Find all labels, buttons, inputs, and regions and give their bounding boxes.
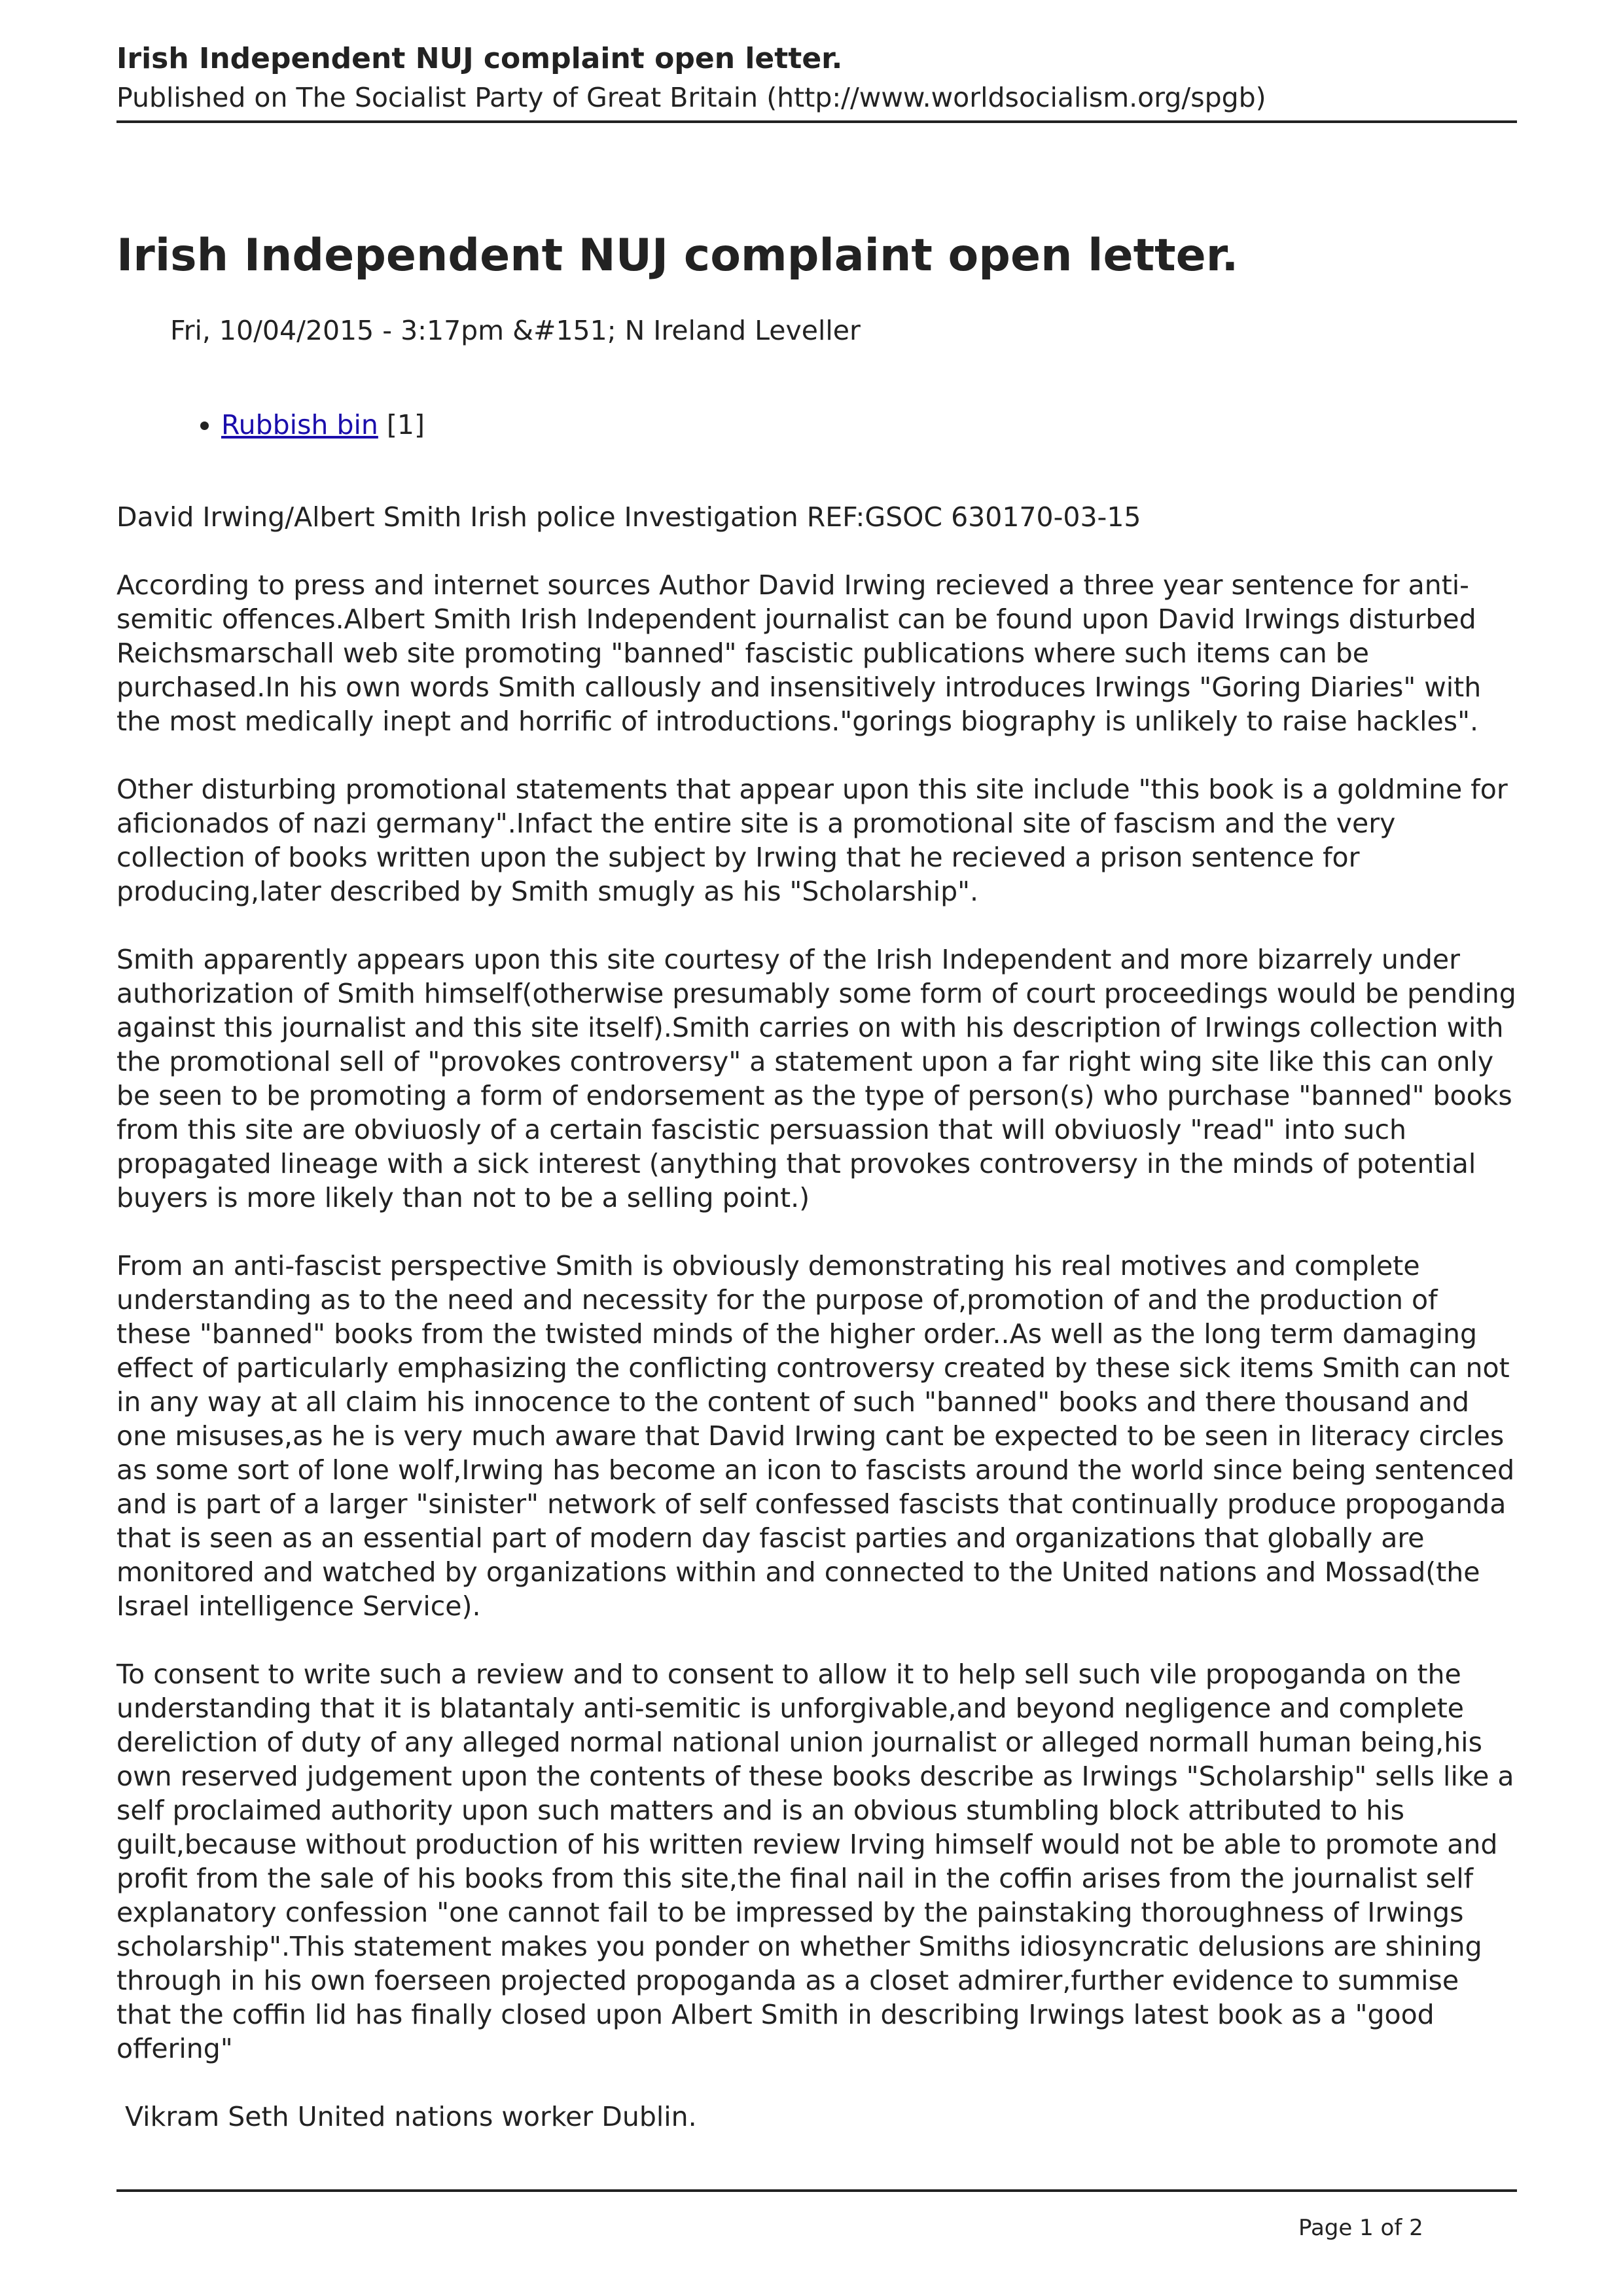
header-title: Irish Independent NUJ complaint open letter.	[116, 42, 843, 75]
paragraph: From an anti-fascist perspective Smith is obviously demonstrating his real motives and complete understanding as to the need and necessity for the purpose of,promotion of and the production of these "banned" books from the twisted minds of the higher order..As well as the long term damaging effect of particularly emphasizing the conflicting controversy created by these sick items Smith can not in any way at all claim his innocence to the content of such "banned" books and there thousand and one misuses,as he is very much aware that David Irwing cant be expected to be seen in literacy circles as some sort of lone wolf,Irwing has become an icon to fascists around the world since being sentenced and is part of a larger "sinister" network of self confessed fascists that continually produce propoganda that is seen as an essential part of modern day fascist parties and organizations that globally are monitored and watched by organizations within and connected to the United nations and Mossad(the Israel intelligence Service).	[116, 1250, 1515, 1622]
paragraph: According to press and internet sources Author David Irwing recieved a three year sentence for anti-semitic offences.Albert Smith Irish Independent journalist can be found upon David Irwings disturbed Reichsmarschall web site promoting "banned" fascistic publications where such items can be purchased.In his own words Smith callously and insensitively introduces Irwings "Goring Diaries" with the most medically inept and horrific of introductions."gorings biography is unlikely to raise hackles".	[116, 569, 1482, 737]
paragraph: Smith apparently appears upon this site courtesy of the Irish Independent and more bizarrely under authorization of Smith himself(otherwise presumably some form of court proceedings would be pending against this journalist and this site itself).Smith carries on with his description of Irwings collection with the promotional sell of "provokes controversy" a statement upon a far right wing site like this can only be seen to be promoting a form of endorsement as the type of person(s) who purchase "banned" books from this site are obviuosly of a certain fascistic persuassion that will obviuosly "read" into such propagated lineage with a sick interest (anything that provokes controversy in the minds of potential buyers is more likely than not to be a selling point.)	[116, 944, 1516, 1213]
link-reference: [1]	[386, 409, 425, 440]
header-published-line: Published on The Socialist Party of Great Britain (http://www.worldsocialism.org/spgb)	[116, 82, 1266, 113]
paragraph: To consent to write such a review and to consent to allow it to help sell such vile propoganda on the understanding that it is blatantaly anti-semitic is unforgivable,and beyond negligence and complete dereliction of duty of any alleged normal national union journalist or alleged normall human being,his own reserved judgement upon the contents of these books describe as Irwings "Scholarship" sells like a self proclaimed authority upon such matters and is an obvious stumbling block attributed to his guilt,because without production of his written review Irving himself would not be able to promote and profit from the sale of his books from this site,the final nail in the coffin arises from the journalist self explanatory confession "one cannot fail to be impressed by the painstaking thoroughness of Irwings scholarship".This statement makes you ponder on whether Smiths idiosyncratic delusions are shining through in his own foerseen projected propoganda as a closet admirer,further evidence to summise that the coffin lid has finally closed upon Albert Smith in describing Irwings latest book as a "good offering"	[116, 1659, 1514, 2064]
page-number: Page 1 of 2	[1298, 2215, 1423, 2241]
article-links	[116, 406, 1517, 444]
paragraph: Other disturbing promotional statements that appear upon this site include "this book is a goldmine for aficionados of nazi germany".Infact the entire site is a promotional site of fascism and the very collection of books written upon the subject by Irwing that he recieved a prison sentence for producing,later described by Smith smugly as his "Scholarship".	[116, 774, 1508, 907]
reference-line: David Irwing/Albert Smith Irish police Investigation REF:GSOC 630170-03-15	[116, 501, 1141, 533]
article-meta: Fri, 10/04/2015 - 3:17pm &#151; N Ireland Leveller	[170, 315, 861, 346]
footer-divider	[116, 2189, 1517, 2192]
document-page	[116, 39, 1517, 2168]
rubbish-bin-link[interactable]: Rubbish bin	[221, 409, 378, 440]
list-item	[221, 406, 1517, 444]
signature: Vikram Seth United nations worker Dublin.	[116, 2101, 697, 2132]
article-body	[116, 500, 1517, 2134]
article-title: Irish Independent NUJ complaint open letter.	[116, 230, 1239, 281]
header-divider	[116, 120, 1517, 123]
